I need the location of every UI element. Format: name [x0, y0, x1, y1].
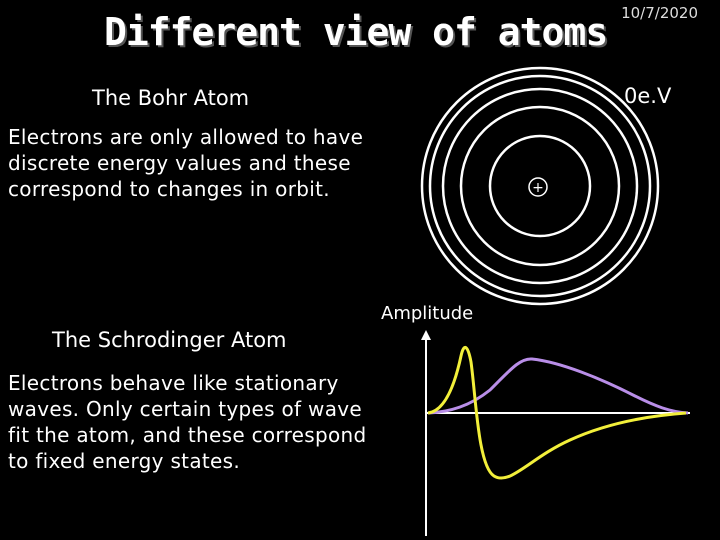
slide-title: Different view of atoms: [104, 10, 608, 54]
bohr-heading: The Bohr Atom: [92, 86, 250, 110]
amplitude-label: Amplitude: [381, 303, 474, 324]
wave-curve-purple: [428, 359, 688, 413]
bohr-description: Electrons are only allowed to have discrete energy values and these correspond to changes in orbit.: [8, 125, 364, 201]
schrodinger-description: Electrons behave like stationary waves. Only certain types of wave fit the atom, and these correspond to fixed energy states.: [8, 371, 367, 473]
nucleus-symbol: +: [532, 180, 544, 196]
bohr-atom-diagram: [420, 66, 660, 306]
schrodinger-heading: The Schrodinger Atom: [52, 328, 287, 352]
energy-label: 0e.V: [624, 84, 672, 108]
slide-date: 10/7/2020: [621, 4, 698, 22]
wavefunction-plot: [420, 326, 700, 536]
axis-arrow-icon: [421, 330, 431, 340]
